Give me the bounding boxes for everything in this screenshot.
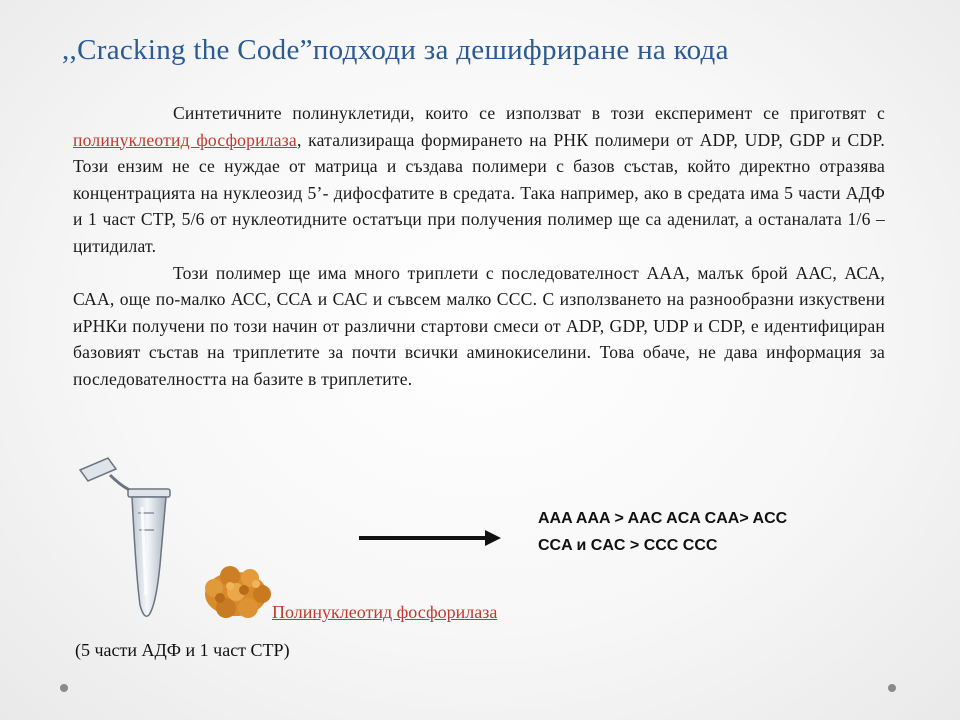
paragraph-1-end: , катализираща формирането на РНК полимери от ADP, UDP, GDP и CDP. Този ензим не се нуждае от матрица и създава полимери с базов състав, който директно отразява концентрацията на нуклеозид 5’- дифосфатите в средата. Така например, ако в средата има 5 части АДФ и 1 част СТР, 5/6 от нуклеотидните остатъци при получения полимер ще са аденилат, а останалата 1/6 – цитидилат.	[73, 129, 885, 256]
result-line-1: AAA AAA > AAC ACA CAA> ACC	[538, 510, 788, 527]
paragraph-1	[73, 100, 885, 260]
arrow-right-icon	[355, 523, 505, 553]
body-text	[73, 100, 885, 393]
enzyme-label[interactable]: Полинуклеотид фосфорилаза	[272, 602, 498, 622]
corner-dot-left	[60, 684, 68, 692]
test-tube-icon	[70, 455, 210, 630]
enzyme-link[interactable]: полинуклеотид фосфорилаза	[73, 129, 297, 150]
mixture-note: (5 части АДФ и 1 част СТР)	[75, 640, 290, 660]
paragraph-1-start: Синтетичните полинуклетиди, които се използват в този експеримент се приготвят с	[173, 103, 885, 123]
slide-title: ,,Cracking the Code”подходи за дешифриране на кода	[62, 34, 729, 66]
paragraph-2: Този полимер ще има много триплети с последователност ААА, малък брой ААС, АСА, САА, още по-малко АСС, ССА и САС и съвсем малко ССС. С използването на разнообразни изкуствени иРНКи получени по този начин от различни стартови смеси от ADP, GDP, UDP и CDP, е идентифициран базовият състав на триплетите за почти всички аминокиселини. Това обаче, не дава информация за последователността на базите в триплетите.	[73, 262, 885, 389]
triplet-result	[538, 505, 938, 559]
result-line-2: CCA и CAC > CCC CCC	[538, 537, 718, 554]
corner-dot-right	[888, 684, 896, 692]
protein-structure-icon	[200, 562, 275, 622]
